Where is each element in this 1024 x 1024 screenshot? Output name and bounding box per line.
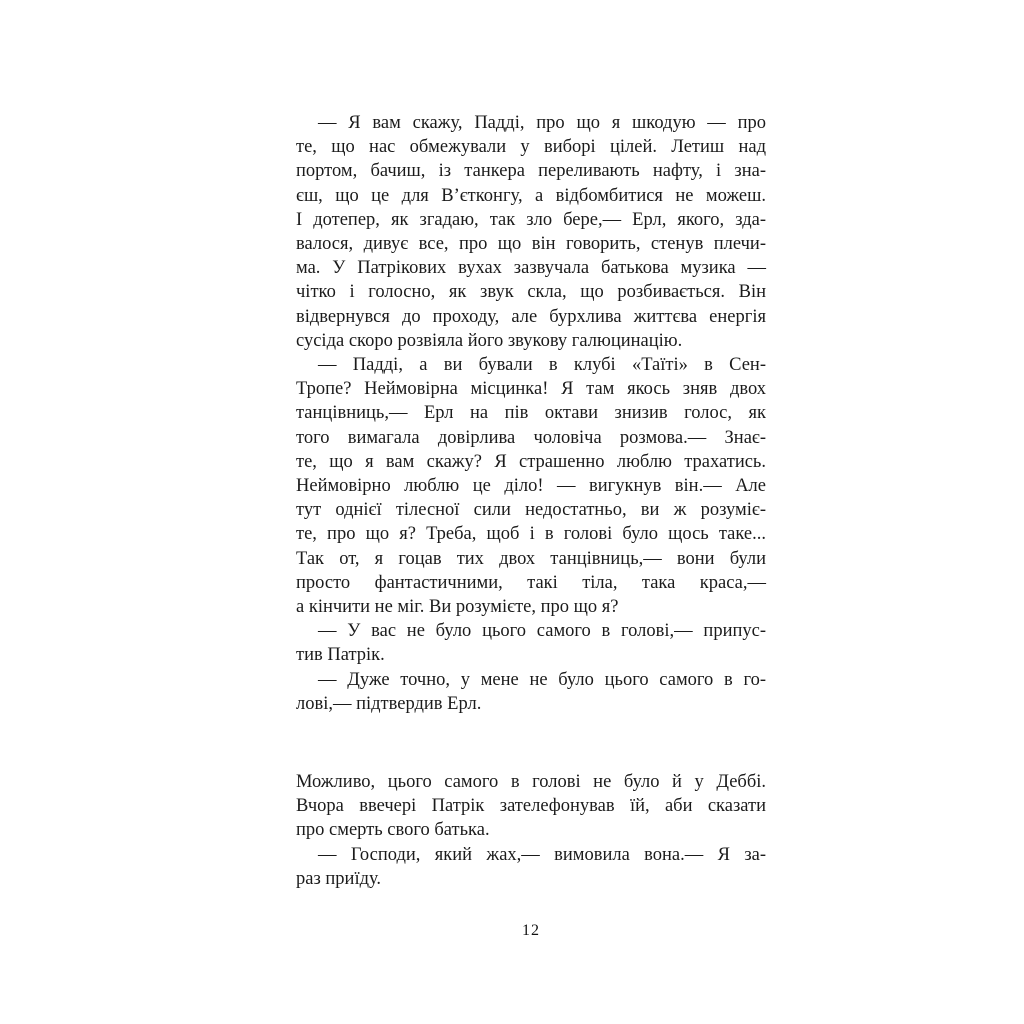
text-line: єш, що це для В’єтконгу, а відбомбитися не можеш. (296, 185, 766, 206)
text-line: Можливо, цього самого в голові не було й у Деббі. (296, 772, 766, 793)
text-line: те, про що я? Треба, щоб і в голові було щось таке... (296, 524, 766, 545)
text-line: про смерть свого батька. (296, 820, 490, 841)
text-line: те, що я вам скажу? Я страшенно люблю трахатись. (296, 451, 766, 472)
paragraph (296, 668, 766, 716)
paragraph (296, 770, 766, 843)
text-line: — Падді, а ви бували в клубі «Таїті» в Сен- (318, 355, 766, 376)
paragraph (296, 843, 766, 891)
text-section (296, 111, 766, 716)
paragraph (296, 353, 766, 619)
text-line: сусіда скоро розвіяла його звукову галюцинацію. (296, 330, 683, 351)
text-line: те, що нас обмежували у виборі цілей. Летиш над (296, 137, 766, 158)
text-line: ма. У Патрікових вухах зазвучала батькова музика — (296, 258, 766, 279)
text-line: чітко і голосно, як звук скла, що розбивається. Він (296, 282, 766, 303)
text-line: Неймовірно люблю це діло! — вигукнув він.— Але (296, 476, 766, 497)
text-line: — У вас не було цього самого в голові,— припус- (318, 621, 766, 642)
text-line: відвернувся до проходу, але бурхлива життєва енергія (296, 306, 766, 327)
page-number: 12 (522, 922, 540, 939)
text-line: лові,— підтвердив Ерл. (296, 693, 482, 714)
text-section (296, 770, 766, 891)
text-line: Тропе? Неймовірна місцинка! Я там якось зняв двох (296, 379, 766, 400)
text-line: просто фантастичними, такі тіла, така краса,— (296, 572, 766, 593)
paragraph (296, 619, 766, 667)
text-line: раз приїду. (296, 868, 382, 889)
text-line: — Господи, який жах,— вимовила вона.— Я за- (318, 844, 766, 865)
text-line: валося, дивує все, про що він говорить, стенув плечи- (296, 234, 766, 255)
text-line: танцівниць,— Ерл на пів октави знизив голос, як (296, 403, 766, 424)
text-line: а кінчити не міг. Ви розумієте, про що я? (296, 597, 619, 618)
page-text (296, 111, 766, 891)
text-line: Вчора ввечері Патрік зателефонував їй, аби сказати (296, 796, 766, 817)
text-line: — Я вам скажу, Падді, про що я шкодую — про (318, 113, 766, 133)
paragraph (296, 111, 766, 353)
text-line: того вимагала довірлива чоловіча розмова.— Знає- (296, 427, 766, 448)
text-line: тут однієї тілесної сили недостатньо, ви ж розуміє- (296, 500, 766, 521)
text-line: — Дуже точно, у мене не було цього самого в го- (318, 669, 766, 690)
text-line: портом, бачиш, із танкера переливають нафту, і зна- (296, 161, 766, 182)
text-line: І дотепер, як згадаю, так зло бере,— Ерл, якого, зда- (296, 209, 766, 230)
text-line: Так от, я гоцав тих двох танцівниць,— вони були (296, 548, 766, 569)
text-line: тив Патрік. (296, 645, 385, 666)
